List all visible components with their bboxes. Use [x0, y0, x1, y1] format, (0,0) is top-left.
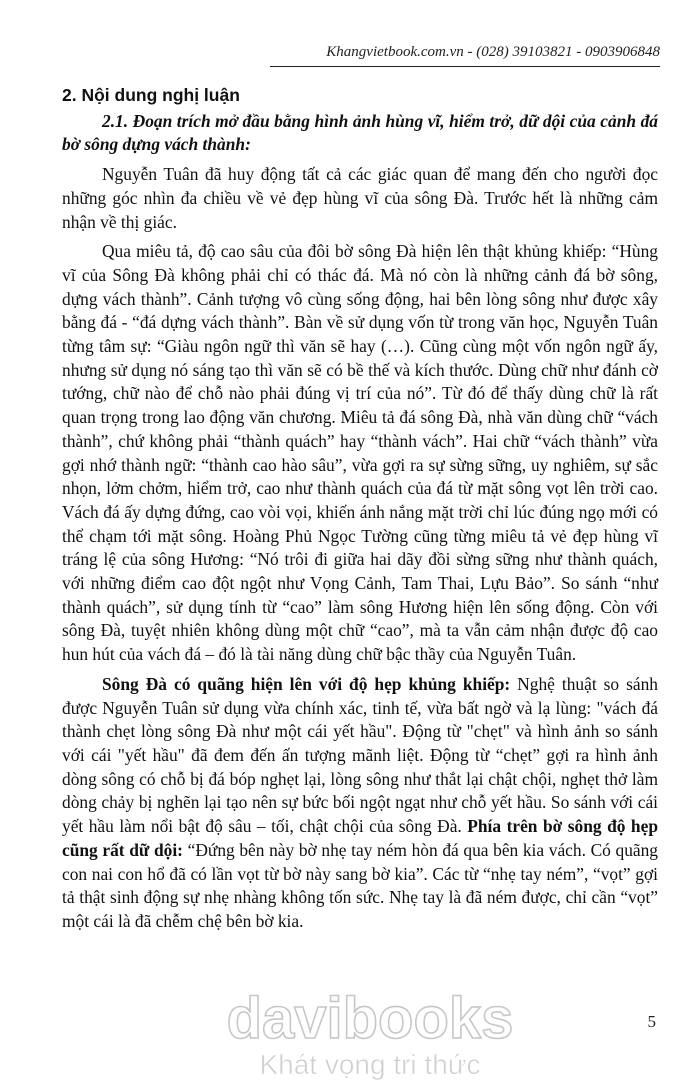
paragraph-3-text-b: “Đứng bên này bờ nhẹ tay ném hòn đá qua bên kia vách. Có quãng con nai con hổ đã có lần vọt từ bờ này sang bờ kia”. Các từ “nhẹ tay ném”, “vọt” gợi tả thật sinh động sự nhẹ nhàng không tốn sức. Nhẹ tay là đã ném được, chỉ cần “vọt” một cái là đã chễm chệ bên bờ kia.	[62, 839, 658, 931]
watermark-brand: davibooks	[226, 990, 514, 1051]
paragraph-3	[62, 673, 658, 934]
subsection-heading: 2.1. Đoạn trích mở đầu bằng hình ảnh hùng vĩ, hiểm trở, dữ dội của cảnh đá bờ sông dựng vách thành:	[62, 110, 658, 155]
paragraph-3-bold-mid: Phía trên bờ sông độ hẹp cũng rất dữ dội:	[62, 816, 658, 860]
paragraph-3-bold-lead: Sông Đà có quãng hiện lên với độ hẹp khủng khiếp:	[102, 673, 511, 694]
page-number: 5	[647, 1012, 656, 1031]
header-rule	[270, 66, 660, 67]
publisher-watermark	[150, 990, 590, 1080]
watermark-slogan: Khát vọng tri thức	[259, 1049, 481, 1080]
section-heading: 2. Nội dung nghị luận	[62, 85, 240, 105]
paragraph-3-text-a: Nghệ thuật so sánh được Nguyễn Tuân sử dụng vừa chính xác, tinh tế, vừa bất ngờ và lạ lùng: "vách đá thành chẹt lòng sông Đà như một cái yết hầu". Động từ "chẹt" và hình ảnh so sánh với cái "yết hầu" đã đem đến ấn tượng mãnh liệt. Động từ “chẹt” gợi ra hình ảnh dòng sông có chỗ bị đá bóp nghẹt lại, lòng sông như thắt lại chật chội, nghẹt thở làm dòng chảy bị nghẽn lại tạo nên sự bức bối ngột ngạt như chỗ yết hầu. So sánh với cái yết hầu làm nổi bật độ sâu – tối, chật chội của sông Đà.	[62, 673, 658, 837]
running-header: Khangvietbook.com.vn - (028) 39103821 - 0903906848	[326, 44, 660, 60]
page-body	[62, 80, 658, 940]
paragraph-1: Nguyễn Tuân đã huy động tất cả các giác quan để mang đến cho người đọc những góc nhìn đa chiều về vẻ đẹp hùng vĩ của sông Đà. Trước hết là những cảm nhận về thị giác.	[62, 164, 658, 232]
paragraph-2: Qua miêu tả, độ cao sâu của đôi bờ sông Đà hiện lên thật khủng khiếp: “Hùng vĩ của Sông Đà không phải chỉ có thác đá. Mà nó còn là những cảnh đá bờ sông, dựng vách thành”. Cảnh tượng vô cùng sống động, hai bên lòng sông như được xây bằng đá - “đá dựng vách thành”. Bàn về sử dụng vốn từ trong văn học, Nguyễn Tuân từng tâm sự: “Giàu ngôn ngữ thì văn sẽ hay (…). Cũng cùng một vốn ngôn ngữ ấy, nhưng sử dụng nó sáng tạo thì văn sẽ có bề thế và kích thước. Dùng chữ như đánh cờ tướng, chữ nào để chỗ nào phải đúng vị trí của nó”. Từ đó để thấy dùng chữ là rất quan trọng trong lao động văn chương. Miêu tả đá sông Đà, nhà văn dùng chữ “vách thành”, chứ không phải “thành quách” hay “thành vách”. Hai chữ “vách thành” vừa gợi nhớ thành ngữ: “thành cao hào sâu”, vừa gợi ra sự sừng sững, uy nghiêm, sự sắc nhọn, lởm chởm, hiểm trở, cao như thành quách của đá từ mặt sông vọt lên trời cao. Vách đá ấy dựng đứng, cao vòi vọi, khiến ánh nắng mặt trời chỉ lúc đúng ngọ mới có thể chạm tới mặt sông. Hoàng Phủ Ngọc Tường cũng từng miêu tả vẻ đẹp hùng vĩ tráng lệ của sông Hương: “Nó trôi đi giữa hai dãy đồi sừng sững như thành quách, với những điểm cao đột ngột như Vọng Cảnh, Tam Thai, Lựu Bảo”. So sánh “như thành quách”, sử dụng tính từ “cao” làm sông Hương hiện lên sống động. Còn với sông Đà, tuyệt nhiên không dùng một chữ “cao”, mà ta vẫn cảm nhận được độ cao hun hút của vách đá – đó là tài năng dùng chữ bậc thầy của Nguyễn Tuân.	[62, 241, 658, 665]
